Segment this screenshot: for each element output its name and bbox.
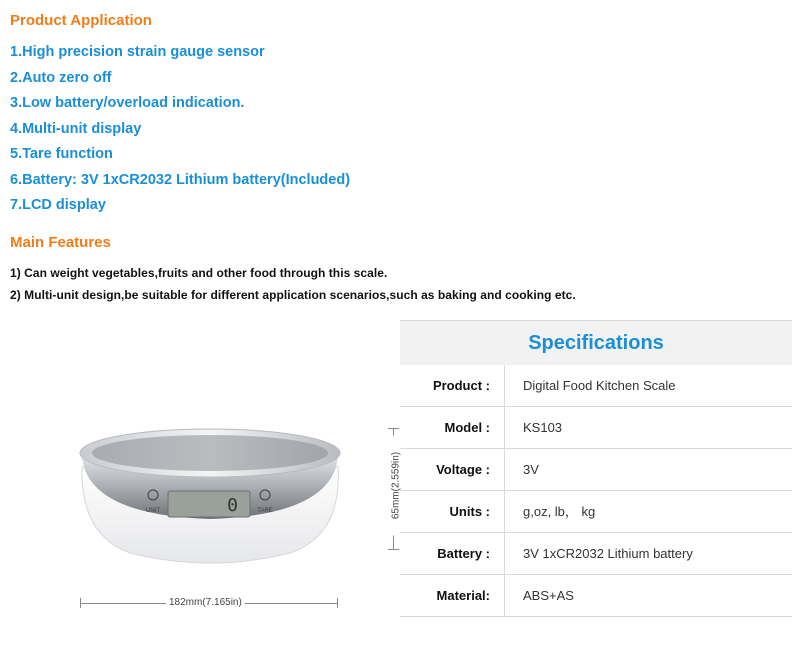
spec-key: Material: <box>436 588 490 603</box>
product-application-title: Product Application <box>10 12 152 29</box>
display-reading: 0 <box>227 495 238 516</box>
main-features-list <box>10 262 576 306</box>
list-item: 2) Multi-unit design,be suitable for different application scenarios,such as baking and cooking etc. <box>10 288 576 302</box>
spec-value: KS103 <box>504 407 792 448</box>
spec-value: 3V <box>504 449 792 490</box>
table-row <box>400 407 792 449</box>
list-item: 1) Can weight vegetables,fruits and other food through this scale. <box>10 266 388 280</box>
table-row <box>400 533 792 575</box>
spec-value: Digital Food Kitchen Scale <box>504 365 792 406</box>
kitchen-scale-image <box>60 415 360 625</box>
spec-key: Model : <box>444 420 490 435</box>
specifications-title: Specifications <box>400 321 792 365</box>
tare-button-label: TARE <box>257 508 273 514</box>
list-item: 2.Auto zero off <box>10 69 112 86</box>
list-item: 1.High precision strain gauge sensor <box>10 44 265 60</box>
main-features-title: Main Features <box>10 234 111 251</box>
spec-key: Product : <box>432 378 490 393</box>
list-item: 3.Low battery/overload indication. <box>10 95 245 111</box>
specifications-table <box>400 320 792 617</box>
table-row <box>400 575 792 617</box>
unit-button-label: UNIT <box>146 508 160 514</box>
product-application-list <box>10 40 350 219</box>
table-row <box>400 449 792 491</box>
list-item: 7.LCD display <box>10 197 106 213</box>
list-item: 6.Battery: 3V 1xCR2032 Lithium battery(Included) <box>10 171 351 188</box>
table-row <box>400 491 792 533</box>
width-dimension-label: 182mm(7.165in) <box>166 597 245 608</box>
spec-key: Battery : <box>437 546 490 561</box>
spec-value: 3V 1xCR2032 Lithium battery <box>504 533 792 574</box>
table-row <box>400 365 792 407</box>
spec-key: Units : <box>449 504 490 519</box>
height-dimension-label: 65mm(2.559in) <box>391 436 402 536</box>
spec-key: Voltage : <box>436 462 490 477</box>
width-dimension <box>80 597 338 609</box>
list-item: 5.Tare function <box>10 146 113 162</box>
spec-value: ABS+AS <box>504 575 792 616</box>
list-item: 4.Multi-unit display <box>10 120 142 137</box>
spec-value: g,oz, lb， kg <box>504 491 792 532</box>
